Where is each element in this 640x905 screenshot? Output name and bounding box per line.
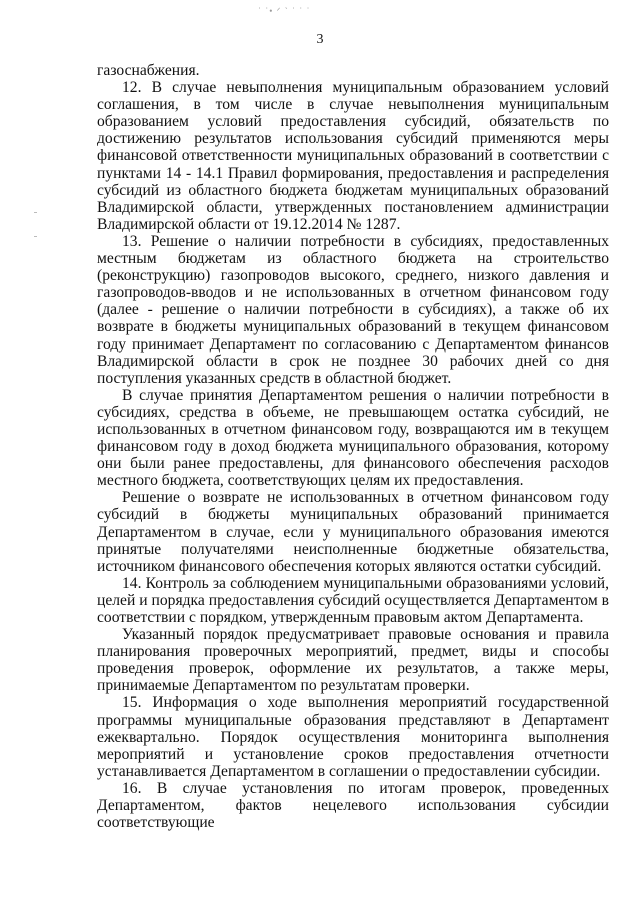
document-body [97,62,609,831]
margin-mark [34,212,37,213]
paragraph-13-part-2: В случае принятия Департаментом решения о наличии потребности в субсидиях, средства в объеме, не превышающем остатка субсидий, не использованных в отчетном финансовом году, возвращаются им в текущем финансовом году в доход бюджета муниципального образования, которому они были ранее предоставлены, для финансового обеспечения расходов местного бюджета, соответствующих целям их предоставления. [97,386,609,490]
paragraph-continuation: газоснабжения. [97,62,200,79]
paragraph-15: 15. Информация о ходе выполнения мероприятий государственной программы муниципальные образования представляют в Департамент ежеквартально. Порядок осуществления мониторинга выполнения мероприятий и установление сроков предоставления отчетности устанавливается Департаментом в соглашении о предоставлении субсидии. [97,694,609,780]
paragraph-13-part-3: Решение о возврате не использованных в отчетном финансовом году субсидий в бюджеты муниципальных образований принимается Департаментом в случае, если у муниципального образования имеются принятые получателями неисполненные бюджетные обязательства, источником финансового обеспечения которых являются остатки субсидий. [97,489,609,575]
paragraph-14-part-2: Указанный порядок предусматривает правовые основания и правила планирования проверочных мероприятий, предмет, виды и способы проведения проверок, оформление их результатов, а также меры, принимаемые Департаментом по результатам проверки. [97,626,609,695]
paragraph-16: 16. В случае установления по итогам проверок, проведенных Департаментом, фактов нецелевого использования субсидии соответствующие [97,779,609,832]
page-number: 3 [316,32,324,47]
margin-mark [34,236,37,237]
paragraph-14: 14. Контроль за соблюдением муниципальными образованиями условий, целей и порядка предоставления субсидий осуществляется Департаментом в соответствии с порядком, утвержденным правовым актом Департамента. [97,574,609,626]
scan-artifact: ˙ ˙• ᐟ ` ˙ ˙ ˙ [258,6,311,16]
paragraph-12: 12. В случае невыполнения муниципальным образованием условий соглашения, в том числе в случае невыполнения муниципальным образованием условий предоставления субсидий, обязательств по достижению результатов использования субсидий применяются меры финансовой ответственности муниципальных образований в соответствии с пунктами 14 - 14.1 Правил формирования, предоставления и распределения субсидий из областного бюджета бюджетам муниципальных образований Владимирской области, утвержденных постановлением администрации Владимирской области от 19.12.2014 № 1287. [97,79,609,233]
paragraph-13: 13. Решение о наличии потребности в субсидиях, предоставленных местным бюджетам из областного бюджета на строительство (реконструкцию) газопроводов высокого, среднего, низкого давления и газопроводов-вводов и не использованных в отчетном финансовом году (далее - решение о наличии потребности в субсидиях), а также об их возврате в бюджеты муниципальных образований в текущем финансовом году принимает Департамент по согласованию с Департаментом финансов Владимирской области в срок не позднее 30 рабочих дней со дня поступления указанных средств в областной бюджет. [97,232,609,387]
